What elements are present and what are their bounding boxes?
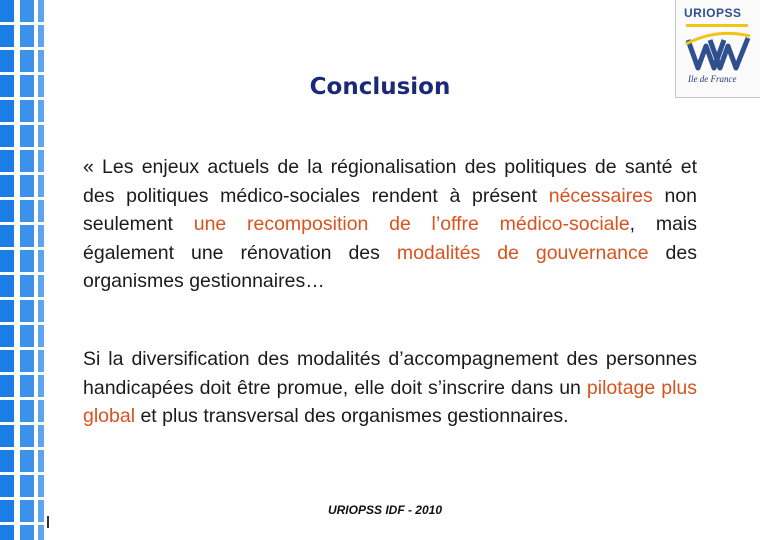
slide-title: Conclusion: [309, 74, 451, 100]
paragraph-1-text-2: non seulement: [83, 184, 697, 236]
paragraph-1-text-1: « Les enjeux actuels de la régionalisation des politiques de santé et des politiques médico-sociales rendent à présent: [83, 156, 697, 207]
paragraph-1-highlight-2: une recomposition de l’offre médico-sociale: [193, 213, 630, 236]
paragraph-1-text-3: , mais également une rénovation des: [83, 213, 697, 264]
slide-footer: URIOPSS IDF - 2010: [327, 503, 443, 517]
uriopss-logo: [675, 0, 760, 98]
paragraph-2-highlight-1: pilotage plus global: [83, 376, 698, 428]
left-bar-stripe-middle: [20, 0, 34, 540]
paragraph-1-highlight-3: modalités de gouvernance: [396, 241, 649, 264]
paragraph-2-text-1: Si la diversification des modalités d’accompagnement des personnes handicapées doit être promue, elle doit s’inscrire dans un: [83, 348, 697, 399]
left-bar-stripe-inner: [38, 0, 44, 540]
paragraph-1-highlight-1: nécessaires: [548, 184, 653, 207]
paragraph-2: [83, 345, 697, 431]
logo-caption: Ile de France: [688, 74, 737, 84]
left-decorative-bar: [0, 0, 45, 540]
paragraph-1-text-4: des organismes gestionnaires…: [83, 241, 697, 293]
logo-wordmark: URIOPSS: [684, 6, 742, 20]
left-bar-tick: [47, 516, 49, 528]
left-bar-stripe-outer: [0, 0, 14, 540]
paragraph-2-text-2: et plus transversal des organismes gestionnaires.: [135, 405, 569, 428]
paragraph-1: [83, 153, 697, 296]
